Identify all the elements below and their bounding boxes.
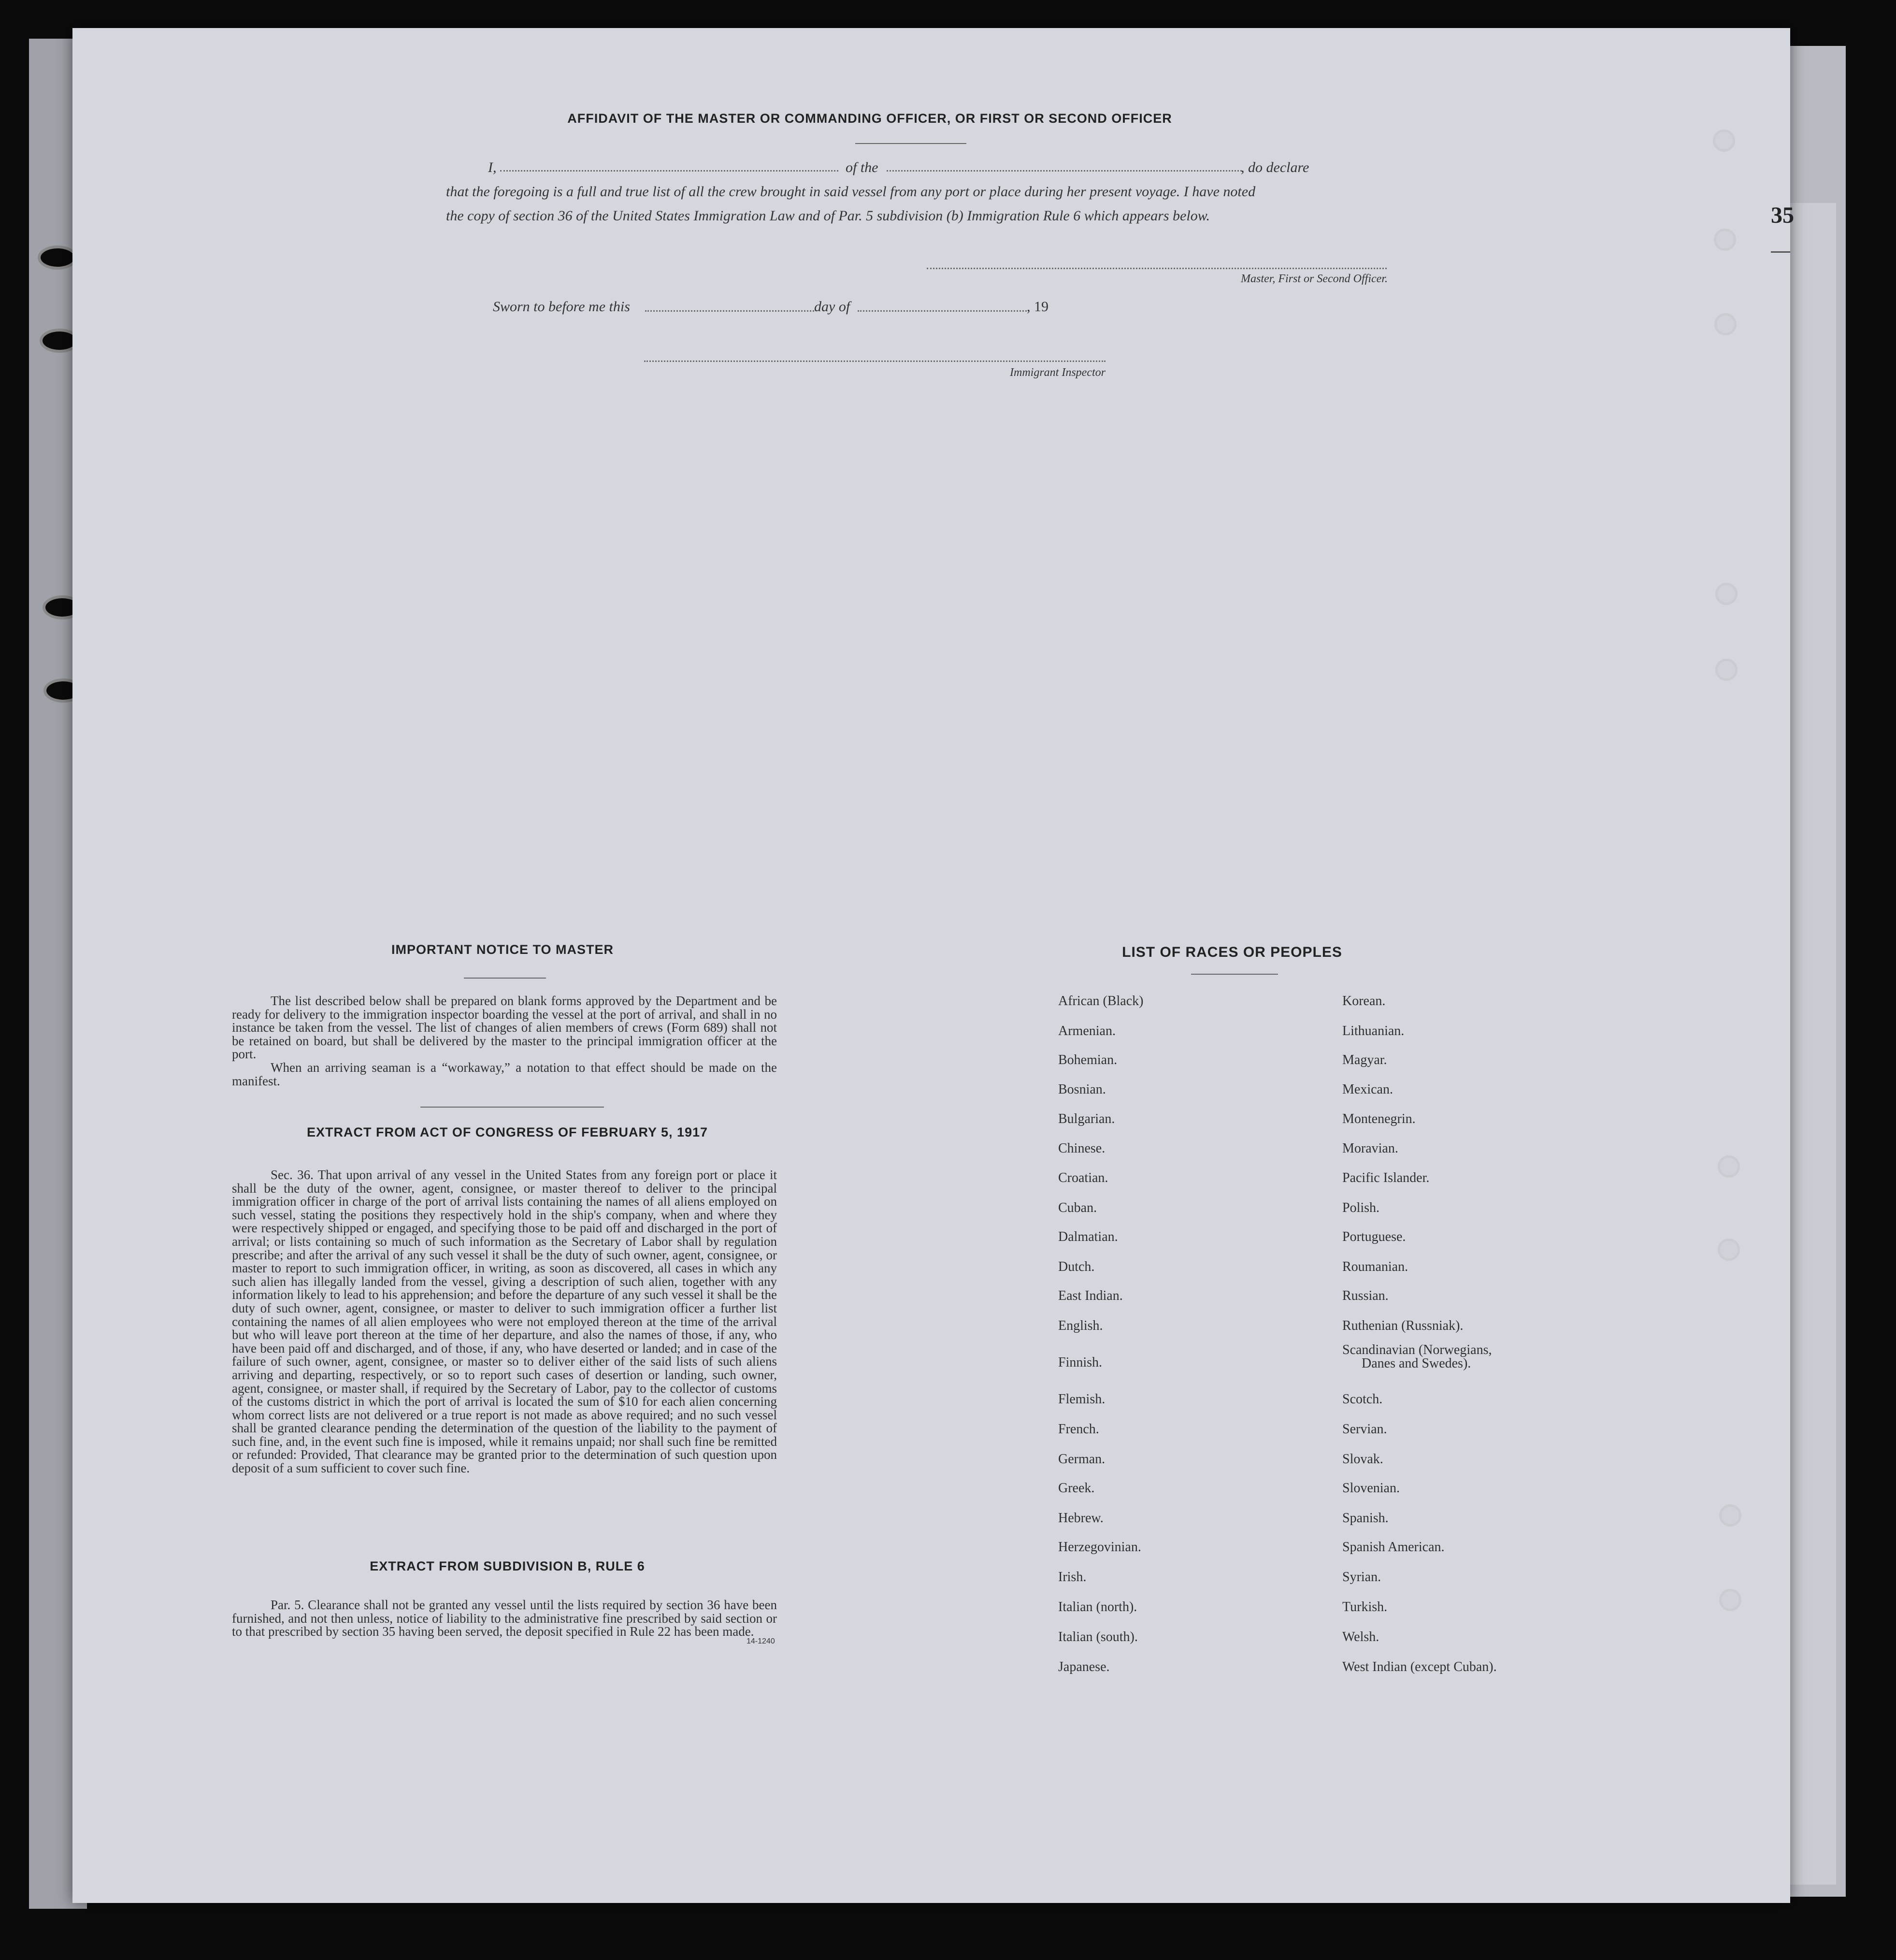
tab-number: 35 — [1771, 202, 1794, 228]
vessel-blank-line[interactable] — [887, 170, 1242, 172]
race-item: Spanish American. — [1342, 1540, 1445, 1555]
race-item: Irish. — [1058, 1570, 1087, 1585]
race-item: French. — [1058, 1422, 1099, 1437]
race-item: English. — [1058, 1318, 1103, 1333]
ring-hole-icon — [1714, 229, 1736, 251]
race-item: African (Black) — [1058, 994, 1144, 1009]
sworn-label: Sworn to before me this — [493, 299, 630, 315]
inspector-signature-line[interactable] — [644, 360, 1106, 362]
race-item: West Indian (except Cuban). — [1342, 1659, 1497, 1674]
extract-act-title: EXTRACT FROM ACT OF CONGRESS OF FEBRUARY 5, 1917 — [306, 1125, 708, 1139]
form-number: 14-1240 — [747, 1637, 775, 1645]
name-blank-line[interactable] — [500, 170, 838, 172]
do-declare-label: , do declare — [1241, 159, 1309, 175]
race-item: Russian. — [1342, 1288, 1389, 1303]
affidavit-line-2: that the foregoing is a full and true list of all the crew brought in said vessel from any port or place during her present voyage. I have noted — [446, 184, 1256, 200]
race-item: Danes and Swedes). — [1362, 1356, 1471, 1371]
notice-paragraph — [232, 994, 777, 1088]
race-item: Dalmatian. — [1058, 1229, 1118, 1244]
race-item: Turkish. — [1342, 1600, 1388, 1614]
race-item: Ruthenian (Russniak). — [1342, 1318, 1464, 1333]
race-item: Montenegrin. — [1342, 1111, 1416, 1126]
race-item: Italian (south). — [1058, 1629, 1138, 1644]
notice-text-1: The list described below shall be prepared on blank forms approved by the Department and be ready for delivery to the immigration inspector boarding the vessel at the port of arrival, and shall in no instance be taken from the vessel. The list of changes of alien members of crews (Form 689) shall not be retained on board, but shall be delivered by the master to the principal immigration officer at the port. — [232, 994, 777, 1062]
race-item: Syrian. — [1342, 1570, 1381, 1585]
race-item: Cuban. — [1058, 1200, 1097, 1215]
race-item: Slovak. — [1342, 1452, 1383, 1467]
race-item: Spanish. — [1342, 1511, 1389, 1526]
races-rule — [1191, 974, 1278, 975]
race-item: Dutch. — [1058, 1259, 1095, 1274]
race-item: Slovenian. — [1342, 1481, 1400, 1496]
extract-act-text: Sec. 36. That upon arrival of any vessel in the United States from any foreign port or place it shall be the duty of the owner, agent, consignee, or master thereof to deliver to the principal immigration officer in charge of the port of arrival lists containing the names of all aliens employed on such vessel, stating the positions they respectively hold in the ship's company, when and where they were respectively shipped or engaged, and specifying those to be paid off and discharged in the port of arrival; or lists containing so much of such information as the Secretary of Labor shall by regulation prescribe; and after the arrival of any such vessel it shall be the duty of such owner, agent, consignee, or master to report to such immigration officer, in writing, as soon as discovered, all cases in which any such alien has illegally landed from the vessel, giving a description of such alien, together with any information likely to lead to his apprehension; and before the departure of any such vessel it shall be the duty of such owner, agent, consignee, or master to deliver to such immigration officer a further list containing the names of all alien employees who were not employed thereon at the time of the arrival but who will leave port thereon at the time of her departure, and also the names of those, if any, who have been paid off and discharged, and of those, if any, who have deserted or landed; and in case of the failure of such owner, agent, consignee, or master so to deliver either of the said lists of such aliens arriving and departing, respectively, or so to report such cases of desertion or landing, such owner, agent, consignee, or master shall, if required by the Secretary of Labor, pay to the collector of customs of the customs district in which the port of arrival is located the sum of $10 for each alien concerning whom correct lists are not delivered or a true report is not made as above required; and no such vessel shall be granted clearance pending the determination of the question of the liability to the payment of such fine, and, in the event such fine is imposed, while it remains unpaid; nor shall such fine be remitted or refunded: Provided, That clearance may be granted prior to the determination of such question upon deposit of a sum sufficient to cover such fine. — [232, 1167, 777, 1476]
race-item: Servian. — [1342, 1422, 1387, 1437]
inspector-caption: Immigrant Inspector — [1010, 366, 1106, 379]
race-item: East Indian. — [1058, 1288, 1123, 1303]
notice-text-2: When an arriving seaman is a “workaway,” a notation to that effect should be made on the manifest. — [232, 1060, 777, 1088]
ring-hole-icon — [1713, 130, 1735, 152]
of-the-label: of the — [846, 159, 878, 175]
sworn-day-blank[interactable] — [645, 310, 814, 312]
notice-title: IMPORTANT NOTICE TO MASTER — [391, 942, 614, 957]
title-rule — [855, 143, 966, 144]
day-of-label: day of — [814, 299, 850, 315]
binder-hole-icon — [38, 245, 77, 270]
race-item: German. — [1058, 1452, 1106, 1467]
ring-hole-icon — [1715, 659, 1738, 681]
ring-hole-icon — [1714, 313, 1737, 335]
race-item: Finnish. — [1058, 1355, 1103, 1370]
affidavit-line-3: the copy of section 36 of the United States Immigration Law and of Par. 5 subdivision (b) Immigration Rule 6 which appears below. — [446, 208, 1210, 224]
race-item: Croatian. — [1058, 1170, 1108, 1185]
race-item: Bosnian. — [1058, 1082, 1106, 1097]
notice-rule — [464, 978, 546, 979]
race-item: Japanese. — [1058, 1659, 1110, 1674]
race-item: Mexican. — [1342, 1082, 1393, 1097]
ring-hole-icon — [1719, 1589, 1741, 1611]
race-item: Welsh. — [1342, 1629, 1379, 1644]
section-rule — [420, 1107, 604, 1108]
race-item: Herzegovinian. — [1058, 1540, 1141, 1555]
race-item: Moravian. — [1342, 1141, 1398, 1156]
extract-rule-title: EXTRACT FROM SUBDIVISION B, RULE 6 — [370, 1559, 645, 1573]
race-item: Scotch. — [1342, 1392, 1383, 1407]
back-sheet-right-inner — [1783, 203, 1836, 1885]
race-item: Magyar. — [1342, 1052, 1387, 1067]
race-item: Portuguese. — [1342, 1229, 1406, 1244]
year-label: , 19 — [1027, 299, 1049, 315]
ring-hole-icon — [1718, 1239, 1740, 1261]
race-item: Pacific Islander. — [1342, 1170, 1430, 1185]
races-title: LIST OF RACES OR PEOPLES — [1122, 944, 1342, 960]
ring-hole-icon — [1718, 1155, 1740, 1178]
affidavit-title: AFFIDAVIT OF THE MASTER OR COMMANDING OFFICER, OR FIRST OR SECOND OFFICER — [567, 111, 1172, 126]
race-item: Lithuanian. — [1342, 1023, 1405, 1038]
manifest-page — [72, 28, 1794, 1903]
extract-rule-text: Par. 5. Clearance shall not be granted any vessel until the lists required by section 36 have been furnished, and not then unless, notice of liability to the administrative fine prescribed by said section or to that prescribed by section 35 having been served, the deposit specified in Rule 22 has been made. — [232, 1598, 777, 1639]
master-signature-line[interactable] — [927, 268, 1387, 269]
ring-hole-icon — [1719, 1504, 1741, 1527]
race-item: Hebrew. — [1058, 1511, 1104, 1526]
race-item: Polish. — [1342, 1200, 1380, 1215]
race-item: Scandinavian (Norwegians, — [1342, 1342, 1492, 1357]
race-item: Bohemian. — [1058, 1052, 1118, 1067]
race-item: Italian (north). — [1058, 1600, 1137, 1614]
master-signature-caption: Master, First or Second Officer. — [1241, 273, 1388, 285]
race-item: Armenian. — [1058, 1023, 1116, 1038]
race-item: Roumanian. — [1342, 1259, 1408, 1274]
tab-rule — [1771, 251, 1790, 253]
ring-hole-icon — [1715, 583, 1738, 605]
race-item: Greek. — [1058, 1481, 1095, 1496]
race-item: Flemish. — [1058, 1392, 1106, 1407]
race-item: Korean. — [1342, 994, 1386, 1009]
race-item: Bulgarian. — [1058, 1111, 1115, 1126]
race-item: Chinese. — [1058, 1141, 1106, 1156]
month-blank[interactable] — [858, 310, 1027, 312]
i-label: I, — [488, 159, 497, 175]
